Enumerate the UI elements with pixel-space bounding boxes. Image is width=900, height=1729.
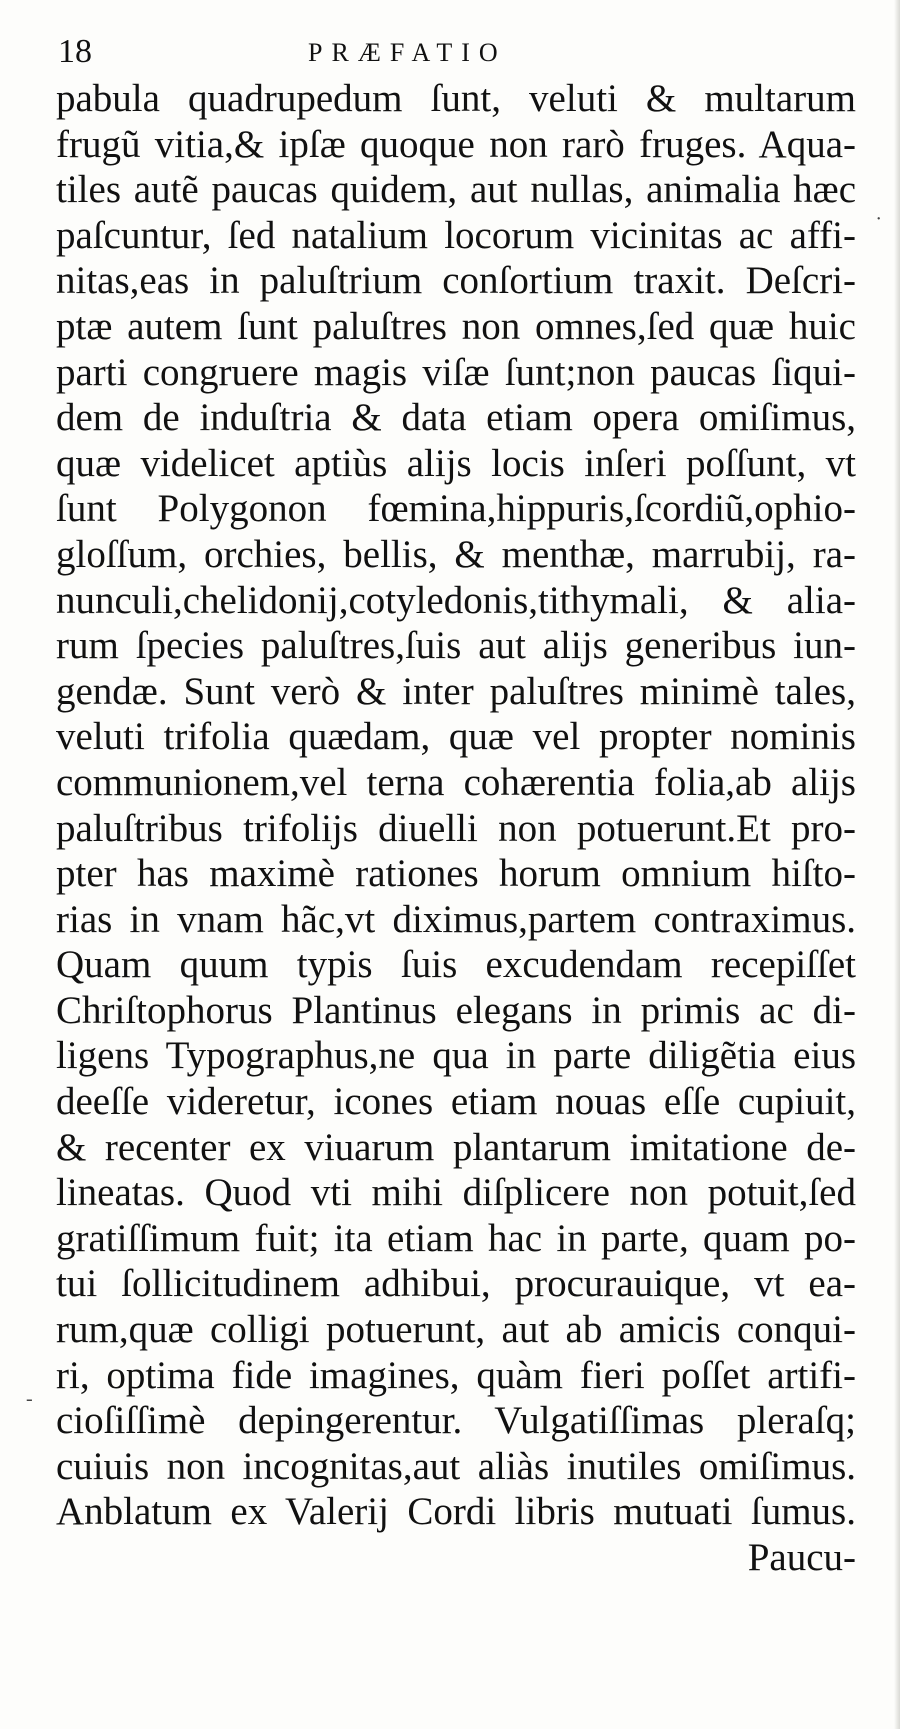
text-line: Chriſtophorus Plantinus elegans in primis ac di- xyxy=(56,988,856,1032)
text-line: tui ſollicitudinem adhibui, procurauique, vt ea- xyxy=(56,1262,856,1306)
text-line: lineatas. Quod vti mihi diſplicere non potuit,ſed xyxy=(56,1171,856,1215)
text-line: ptæ autem ſunt paluſtres non omnes,ſed quæ huic xyxy=(56,304,856,348)
text-line: ligens Typographus,ne qua in parte diligẽtia eius xyxy=(56,1034,856,1078)
body-text xyxy=(56,76,856,1581)
text-line: rum ſpecies paluſtres,ſuis aut alijs generibus iun- xyxy=(56,624,856,668)
text-line: paſcuntur, ſed natalium locorum vicinitas ac affi- xyxy=(56,213,856,257)
text-line: cuiuis non incognitas,aut aliàs inutiles omiſimus. xyxy=(56,1444,856,1488)
text-line: veluti trifolia quædam, quæ vel propter nominis xyxy=(56,715,856,759)
text-line: pter has maximè rationes horum omnium hiſto- xyxy=(56,852,856,896)
catchword: Paucu- xyxy=(747,1536,856,1579)
margin-dot: · xyxy=(875,208,882,230)
text-line: paluſtribus trifolijs diuelli non potuerunt.Et pro- xyxy=(56,806,856,850)
text-line: rias in vnam hãc,vt diximus,partem contraximus. xyxy=(56,897,856,941)
text-line: Quam quum typis ſuis excudendam recepiſſet xyxy=(56,943,856,987)
text-line: dem de induſtria & data etiam opera omiſimus, xyxy=(56,396,856,440)
text-line: cioſiſſimè depingerentur. Vulgatiſſimas pleraſq; xyxy=(56,1399,856,1443)
text-line: gendæ. Sunt verò & inter paluſtres minimè tales, xyxy=(56,669,856,713)
text-line: nunculi,chelidonij,cotyledonis,tithymali, & alia- xyxy=(56,578,856,622)
text-line: deeſſe videretur, icones etiam nouas eſſe cupiuit, xyxy=(56,1080,856,1124)
text-line: quæ videlicet aptiùs alijs locis inſeri poſſunt, vt xyxy=(56,441,856,485)
text-line: parti congruere magis viſæ ſunt;non paucas ſiqui- xyxy=(56,350,856,394)
text-line: gratiſſimum fuit; ita etiam hac in parte, quam po- xyxy=(56,1216,856,1260)
text-line: ri, optima fide imagines, quàm fieri poſſet artifi- xyxy=(56,1353,856,1397)
text-line: rum,quæ colligi potuerunt, aut ab amicis conqui- xyxy=(56,1308,856,1352)
page-header xyxy=(58,32,848,72)
text-line: & recenter ex viuarum plantarum imitatione de- xyxy=(56,1125,856,1169)
page-number: 18 xyxy=(58,33,92,70)
text-line: frugũ vitia,& ipſæ quoque non rarò fruges. Aqua- xyxy=(56,122,856,166)
margin-dash: - xyxy=(26,1388,33,1410)
running-head: PRÆFATIO xyxy=(308,38,507,67)
page-edge xyxy=(894,0,900,1729)
text-line: Anblatum ex Valerij Cordi libris mutuati ſumus. xyxy=(56,1490,856,1534)
text-line: tiles autẽ paucas quidem, aut nullas, animalia hæc xyxy=(56,168,856,212)
text-line: ſunt Polygonon fœmina,hippuris,ſcordiũ,ophio- xyxy=(56,487,856,531)
text-line: pabula quadrupedum ſunt, veluti & multarum xyxy=(56,77,856,120)
text-line: nitas,eas in paluſtrium conſortium traxit. Deſcri- xyxy=(56,259,856,303)
text-line: communionem,vel terna cohærentia folia,ab alijs xyxy=(56,760,856,804)
text-line: gloſſum, orchies, bellis, & menthæ, marrubij, ra- xyxy=(56,532,856,576)
